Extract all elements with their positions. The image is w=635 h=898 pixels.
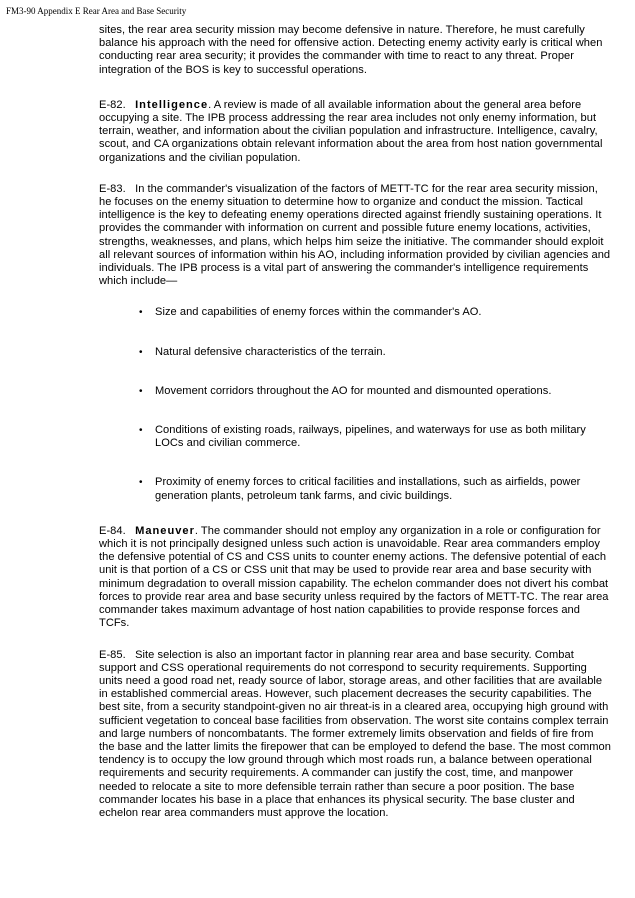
paragraph-e84 — [99, 525, 611, 631]
paragraph-number: E-85. — [99, 648, 126, 661]
document-body — [99, 24, 611, 838]
list-item — [99, 385, 611, 398]
bullet-dot-icon: • — [139, 307, 143, 319]
bullet-dot-icon: • — [139, 385, 143, 397]
list-item-text: Proximity of enemy forces to critical facilities and installations, such as airfields, power generation plants, petroleum tank farms, and civic buildings. — [155, 476, 581, 502]
intelligence-requirements-list — [99, 306, 611, 502]
bullet-dot-icon: • — [139, 425, 143, 437]
paragraph-text: . A review is made of all available information about the general area before occupying a site. The IPB process addressing the rear area includes not only enemy information, but terrain, weather, and information about the civilian population and infrastructure. Intelligence, cavalry, scout, and CA organizations obtain relevant information about the area from host nation governmental organizations and the civilian population. — [99, 98, 603, 164]
paragraph-text: Site selection is also an important factor in planning rear area and base security. Combat support and CSS operational requirements do not correspond to security requirements. Supporting units need a good road net, ready source of labor, storage areas, and other facilities that are available in established commercial areas. However, such placement decreases the security capabilities. The best site, from a security standpoint-given no air threat-is in a cleared area, occupying high ground with sufficient vegetation to conceal base facilities from observation. The worst site contains complex terrain and large numbers of noncombatants. The former extremely limits observation and fields of fire from the base and the latter limits the firepower that can be employed to defend the base. The most common tendency is to occupy the low ground through which most roads run, a balance between operational requirements and security requirements. A commander can justify the cost, time, and manpower needed to relocate a site to more defensible terrain rather than secure a poor position. The base commander locates his base in a place that enhances its physical security. The base cluster and echelon rear area commanders must approve the location. — [99, 648, 611, 819]
paragraph-number: E-83. — [99, 182, 126, 195]
paragraph-e85 — [99, 649, 611, 821]
list-item — [99, 476, 611, 502]
list-item-text: Conditions of existing roads, railways, pipelines, and waterways for use as both military LOCs and civilian commerce. — [155, 424, 586, 450]
paragraph-text: sites, the rear area security mission may become defensive in nature. Therefore, he must carefully balance his approach with the need for offensive action. Detecting enemy activity early is critical when conducting rear area security; it provides the commander with time to react to any threat. Proper integration of the BOS is key to successful operations. — [99, 24, 603, 76]
paragraph-title: Intelligence — [135, 98, 209, 111]
bullet-dot-icon: • — [139, 477, 143, 489]
paragraph-e83 — [99, 183, 611, 289]
bullet-dot-icon: • — [139, 346, 143, 358]
paragraph-title: Maneuver — [135, 524, 195, 537]
list-item-text: Movement corridors throughout the AO for mounted and dismounted operations. — [155, 384, 552, 397]
paragraph-continued — [99, 24, 611, 77]
running-header: FM3-90 Appendix E Rear Area and Base Security — [6, 6, 187, 16]
paragraph-e82 — [99, 99, 611, 165]
paragraph-number: E-82. — [99, 98, 126, 111]
paragraph-text: In the commander's visualization of the factors of METT-TC for the rear area security mission, he focuses on the enemy situation to determine how to organize and conduct the mission. Tactical intelligence is the key to defeating enemy operations directed against friendly sustaining operations. It provides the commander with information on current and possible future enemy locations, activities, strengths, weaknesses, and plans, which helps him seize the initiative. The commander should exploit all relevant sources of information within his AO, including information provided by civilian agencies and individuals. The IPB process is a vital part of answering the commander's intelligence requirements which include— — [99, 182, 611, 288]
list-item — [99, 346, 611, 359]
list-item-text: Natural defensive characteristics of the terrain. — [155, 345, 386, 358]
paragraph-number: E-84. — [99, 524, 126, 537]
list-item-text: Size and capabilities of enemy forces within the commander's AO. — [155, 306, 482, 319]
paragraph-text: . The commander should not employ any organization in a role or configuration for which it is not principally designed unless such action is unavoidable. Rear area commanders employ the defensive potential of CS and CSS units to counter enemy actions. The defensive potential of each unit is that portion of a CS or CSS unit that may be used to provide rear area and base security with minimum degradation to overall mission capability. The echelon commander does not divert his combat forces to provide rear area and base security unless required by the factors of METT-TC. The rear area commander takes maximum advantage of host nation capabilities to provide response forces and TCFs. — [99, 524, 609, 630]
list-item — [99, 424, 611, 450]
list-item — [99, 306, 611, 319]
